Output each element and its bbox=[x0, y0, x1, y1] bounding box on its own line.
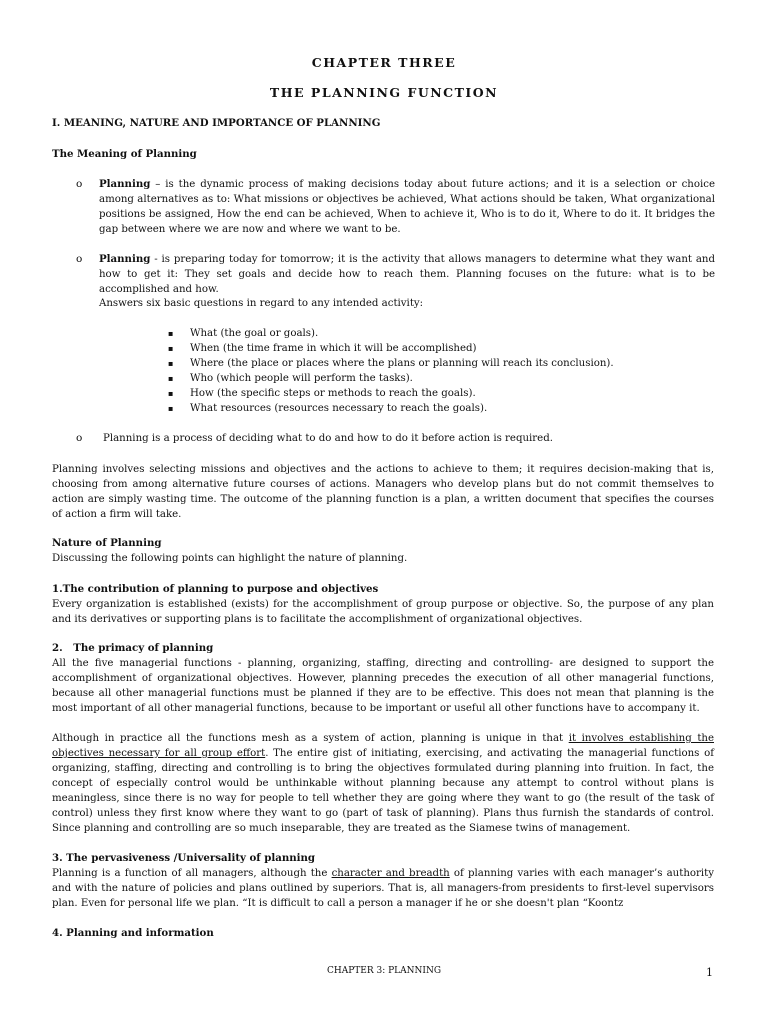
heading-contribution: 1.The contribution of planning to purpose and objectives bbox=[52, 583, 379, 595]
underlined-phrase: character and breadth bbox=[331, 868, 450, 879]
bullet-marker: o bbox=[76, 178, 83, 190]
text-segment: Planning is a function of all managers, although the bbox=[52, 868, 332, 879]
chapter-title: CHAPTER THREE bbox=[311, 55, 457, 70]
definition-text: - is preparing today for tomorrow; it is the activity that allows managers to determine what they want and how to get it: They set goals and decide how to reach them. Planning focuses on the future: what is to be accomplished and how. bbox=[99, 254, 715, 295]
paragraph-primacy-system bbox=[52, 731, 714, 836]
term-planning: Planning bbox=[99, 178, 151, 190]
square-bullet: ▪ bbox=[168, 374, 174, 383]
paragraph-planning-definition-2 bbox=[99, 252, 715, 297]
square-bullet: ▪ bbox=[168, 344, 174, 353]
heading-pervasiveness: 3. The pervasiveness /Universality of planning bbox=[52, 852, 316, 864]
square-bullet: ▪ bbox=[168, 329, 174, 338]
meaning-heading: The Meaning of Planning bbox=[52, 148, 197, 160]
text-segment: of planning varies with each manager’s authority and with the nature of policies and plans outlined by superiors. That is, all managers-from presidents to first-level supervisors plan. Even for personal life we plan. “It is difficult to call a person a manager if he or she doesn't plan “Koontz bbox=[52, 868, 715, 909]
question-item: What resources (resources necessary to reach the goals). bbox=[190, 403, 488, 414]
square-bullet: ▪ bbox=[168, 389, 174, 398]
paragraph-contribution: Every organization is established (exists) for the accomplishment of group purpose or objective. So, the purpose of any plan and its derivatives or supporting plans is to facilitate the accomplishment of organizational objectives. bbox=[52, 599, 714, 625]
section-heading: I. MEANING, NATURE AND IMPORTANCE OF PLANNING bbox=[52, 117, 381, 129]
footer-chapter: CHAPTER 3: PLANNING bbox=[326, 966, 442, 976]
paragraph-planning-definition-1 bbox=[99, 177, 715, 237]
question-item: What (the goal or goals). bbox=[190, 328, 319, 339]
paragraph-planning-involves: Planning involves selecting missions and objectives and the actions to achieve to them; it requires decision-making that is, choosing from among alternative future courses of actions. Managers who develop plans but do not commit themselves to action are simply wasting time. The outcome of the planning function is a plan, a written document that specifies the courses of action a firm will take. bbox=[52, 464, 714, 520]
six-questions-intro: Answers six basic questions in regard to any intended activity: bbox=[99, 298, 424, 309]
text-segment: Although in practice all the functions mesh as a system of action, planning is unique in that bbox=[52, 733, 569, 744]
heading-primacy: 2. The primacy of planning bbox=[52, 642, 214, 654]
text-segment: . The entire gist of initiating, exercising, and activating the managerial functions of organizing, staffing, directing and controlling is to bring the objectives formulated during planning into fruition. In fact, the concept of especially control would be unthinkable without planning because any attempt to control without plans is meaningless, since there is no way for people to tell whether they are going where they want to go (the result of the task of control) unless they first know where they want to go (part of task of planning). Plans thus furnish the standards of control. Since planning and controlling are so much inseparable, they are treated as the Siamese twins of management. bbox=[52, 748, 715, 834]
function-title: THE PLANNING FUNCTION bbox=[269, 85, 499, 100]
page-number: 1 bbox=[706, 966, 713, 979]
paragraph-planning-definition-3: Planning is a process of deciding what to do and how to do it before action is required. bbox=[103, 433, 553, 444]
bullet-marker: o bbox=[76, 253, 83, 265]
heading-planning-information: 4. Planning and information bbox=[52, 927, 214, 939]
question-item: When (the time frame in which it will be accomplished) bbox=[190, 343, 477, 354]
paragraph-pervasiveness bbox=[52, 866, 714, 911]
nature-intro: Discussing the following points can highlight the nature of planning. bbox=[52, 553, 408, 564]
question-item: Where (the place or places where the plans or planning will reach its conclusion). bbox=[190, 358, 614, 369]
definition-text: – is the dynamic process of making decisions today about future actions; and it is a selection or choice among alternatives as to: What missions or objectives be achieved, What actions should be taken, What organizational positions be assigned, How the end can be achieved, When to achieve it, Who is to do it, Where to do it. It bridges the gap between where we are now and where we want to be. bbox=[99, 179, 715, 235]
term-planning: Planning bbox=[99, 253, 151, 265]
square-bullet: ▪ bbox=[168, 404, 174, 413]
question-item: Who (which people will perform the tasks). bbox=[190, 373, 413, 384]
bullet-marker: o bbox=[76, 432, 83, 444]
nature-heading: Nature of Planning bbox=[52, 537, 162, 549]
underlined-phrase: it involves establishing the objectives necessary for all group effort bbox=[52, 733, 714, 759]
paragraph-primacy: All the five managerial functions - planning, organizing, staffing, directing and controlling- are designed to support the accomplishment of organizational objectives. However, planning precedes the execution of all other managerial functions, because all other managerial functions must be planned if they are to be effective. This does not mean that planning is the most important of all other managerial functions, because to be important or useful all other functions have to accompany it. bbox=[52, 658, 714, 714]
square-bullet: ▪ bbox=[168, 359, 174, 368]
question-item: How (the specific steps or methods to reach the goals). bbox=[190, 388, 476, 399]
